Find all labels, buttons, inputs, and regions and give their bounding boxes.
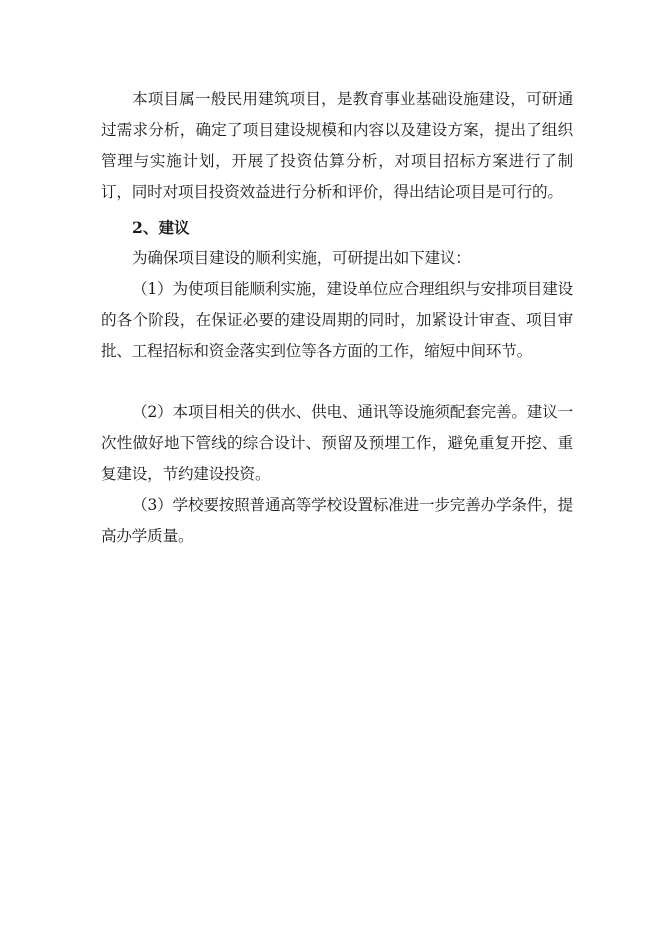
suggestions-intro: 为确保项目建设的顺利实施，可研提出如下建议： — [132, 249, 471, 267]
suggestion-item-3: （3）学校要按照普通高等学校设置标准进一步完善办学条件，提高办学质量。 — [101, 496, 573, 545]
suggestion-item-1: （1）为使项目能顺利实施，建设单位应合理组织与安排项目建设的各个阶段，在保证必要的建设周期的同时，加紧设计审查、项目审批、工程招标和资金落实到位等各方面的工作，缩短中间环节。 — [101, 280, 573, 360]
conclusion-paragraph: 本项目属一般民用建筑项目，是教育事业基础设施建设，可研通过需求分析，确定了项目建设规模和内容以及建设方案，提出了组织管理与实施计划，开展了投资估算分析，对项目招标方案进行了制订，同时对项目投资效益进行分析和评价，得出结论项目是可行的。 — [101, 90, 573, 201]
document-body — [101, 84, 573, 552]
paragraph-spacer — [101, 367, 573, 397]
suggestion-item-2: （2）本项目相关的供水、供电、通讯等设施须配套完善。建议一次性做好地下管线的综合设计、预留及预埋工作，避免重复开挖、重复建设，节约建设投资。 — [101, 403, 573, 483]
section-heading: 2、建议 — [132, 218, 190, 237]
